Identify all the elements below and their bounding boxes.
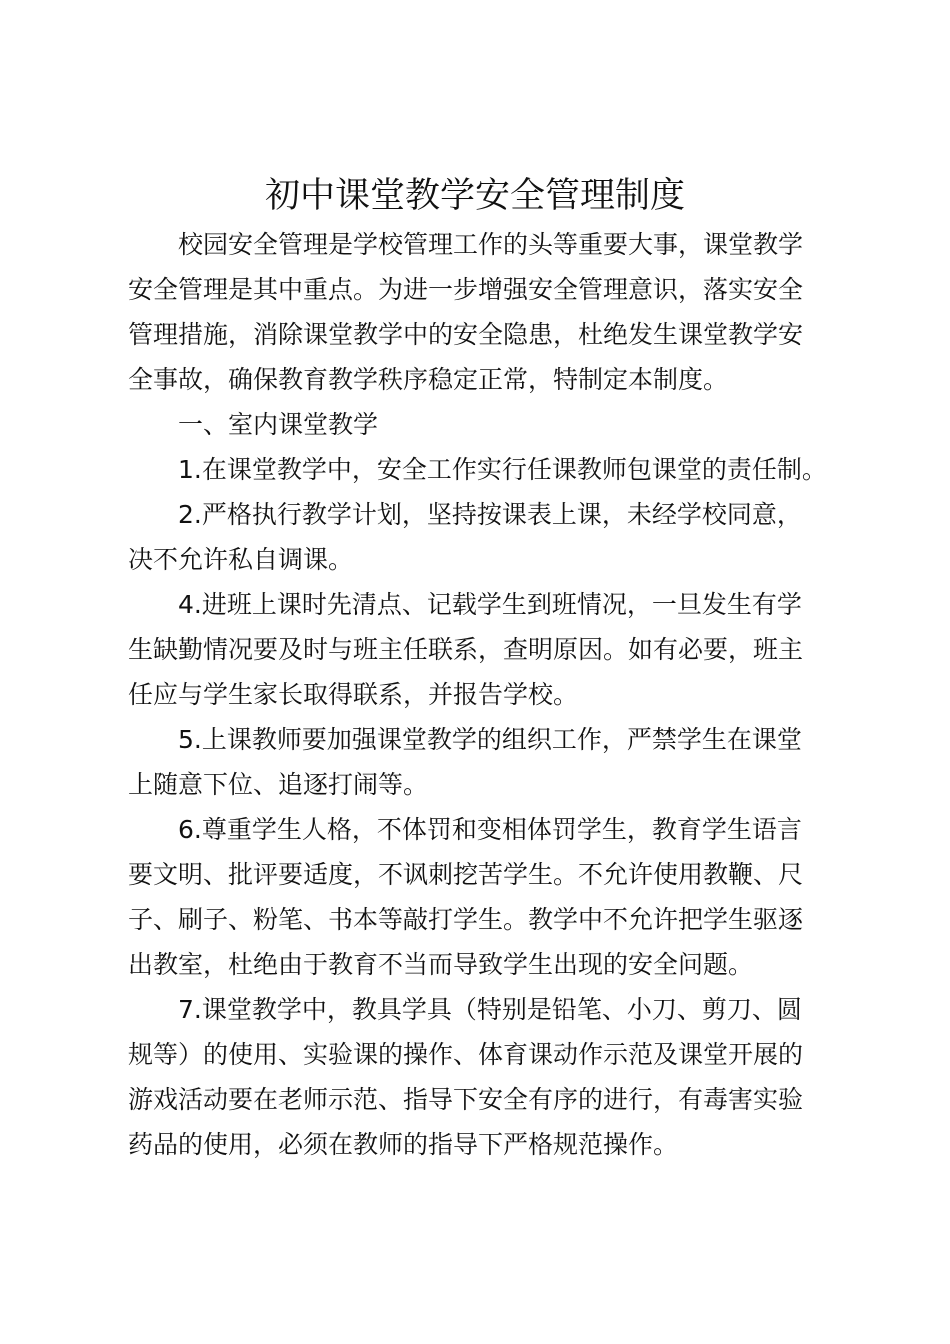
- paragraph-line: 全事故，确保教育教学秩序稳定正常，特制定本制度。: [128, 365, 729, 394]
- paragraph-line: 1.在课堂教学中，安全工作实行任课教师包课堂的责任制。: [178, 455, 827, 484]
- paragraph-line: 校园安全管理是学校管理工作的头等重要大事，课堂教学: [178, 230, 804, 259]
- paragraph-line: 规等）的使用、实验课的操作、体育课动作示范及课堂开展的: [128, 1040, 804, 1069]
- document-title: 初中课堂教学安全管理制度: [264, 176, 685, 216]
- paragraph-line: 游戏活动要在老师示范、指导下安全有序的进行，有毒害实验: [128, 1085, 804, 1114]
- rule-item-1: [128, 447, 838, 492]
- rule-item-6: [128, 807, 838, 987]
- paragraph-line: 要文明、批评要适度，不讽刺挖苦学生。不允许使用教鞭、尺: [128, 860, 804, 889]
- paragraph-line: 5.上课教师要加强课堂教学的组织工作，严禁学生在课堂: [178, 725, 802, 754]
- paragraph-line: 出教室，杜绝由于教育不当而导致学生出现的安全问题。: [128, 950, 754, 979]
- paragraph-line: 药品的使用，必须在教师的指导下严格规范操作。: [128, 1130, 679, 1159]
- paragraph-line: 任应与学生家长取得联系，并报告学校。: [128, 680, 579, 709]
- paragraph-line: 管理措施，消除课堂教学中的安全隐患，杜绝发生课堂教学安: [128, 320, 804, 349]
- rule-item-7: [128, 987, 838, 1167]
- paragraph-line: 生缺勤情况要及时与班主任联系，查明原因。如有必要，班主: [128, 635, 804, 664]
- paragraph-line: 子、刷子、粉笔、书本等敲打学生。教学中不允许把学生驱逐: [128, 905, 804, 934]
- section-heading-text: 一、室内课堂教学: [178, 410, 379, 439]
- paragraph-line: 6.尊重学生人格，不体罚和变相体罚学生，教育学生语言: [178, 815, 802, 844]
- paragraph-line: 4.进班上课时先清点、记载学生到班情况，一旦发生有学: [178, 590, 802, 619]
- paragraph-line: 2.严格执行教学计划，坚持按课表上课，未经学校同意，: [178, 500, 802, 529]
- document-body: [128, 222, 838, 1167]
- paragraph-line: 决不允许私自调课。: [128, 545, 354, 574]
- paragraph-line: 7.课堂教学中，教具学具（特别是铅笔、小刀、剪刀、圆: [178, 995, 802, 1024]
- paragraph-intro: [128, 222, 838, 402]
- paragraph-line: 安全管理是其中重点。为进一步增强安全管理意识，落实安全: [128, 275, 804, 304]
- rule-item-2: [128, 492, 838, 582]
- rule-item-5: [128, 717, 838, 807]
- section-heading: [128, 402, 838, 447]
- rule-item-4: [128, 582, 838, 717]
- paragraph-line: 上随意下位、追逐打闹等。: [128, 770, 429, 799]
